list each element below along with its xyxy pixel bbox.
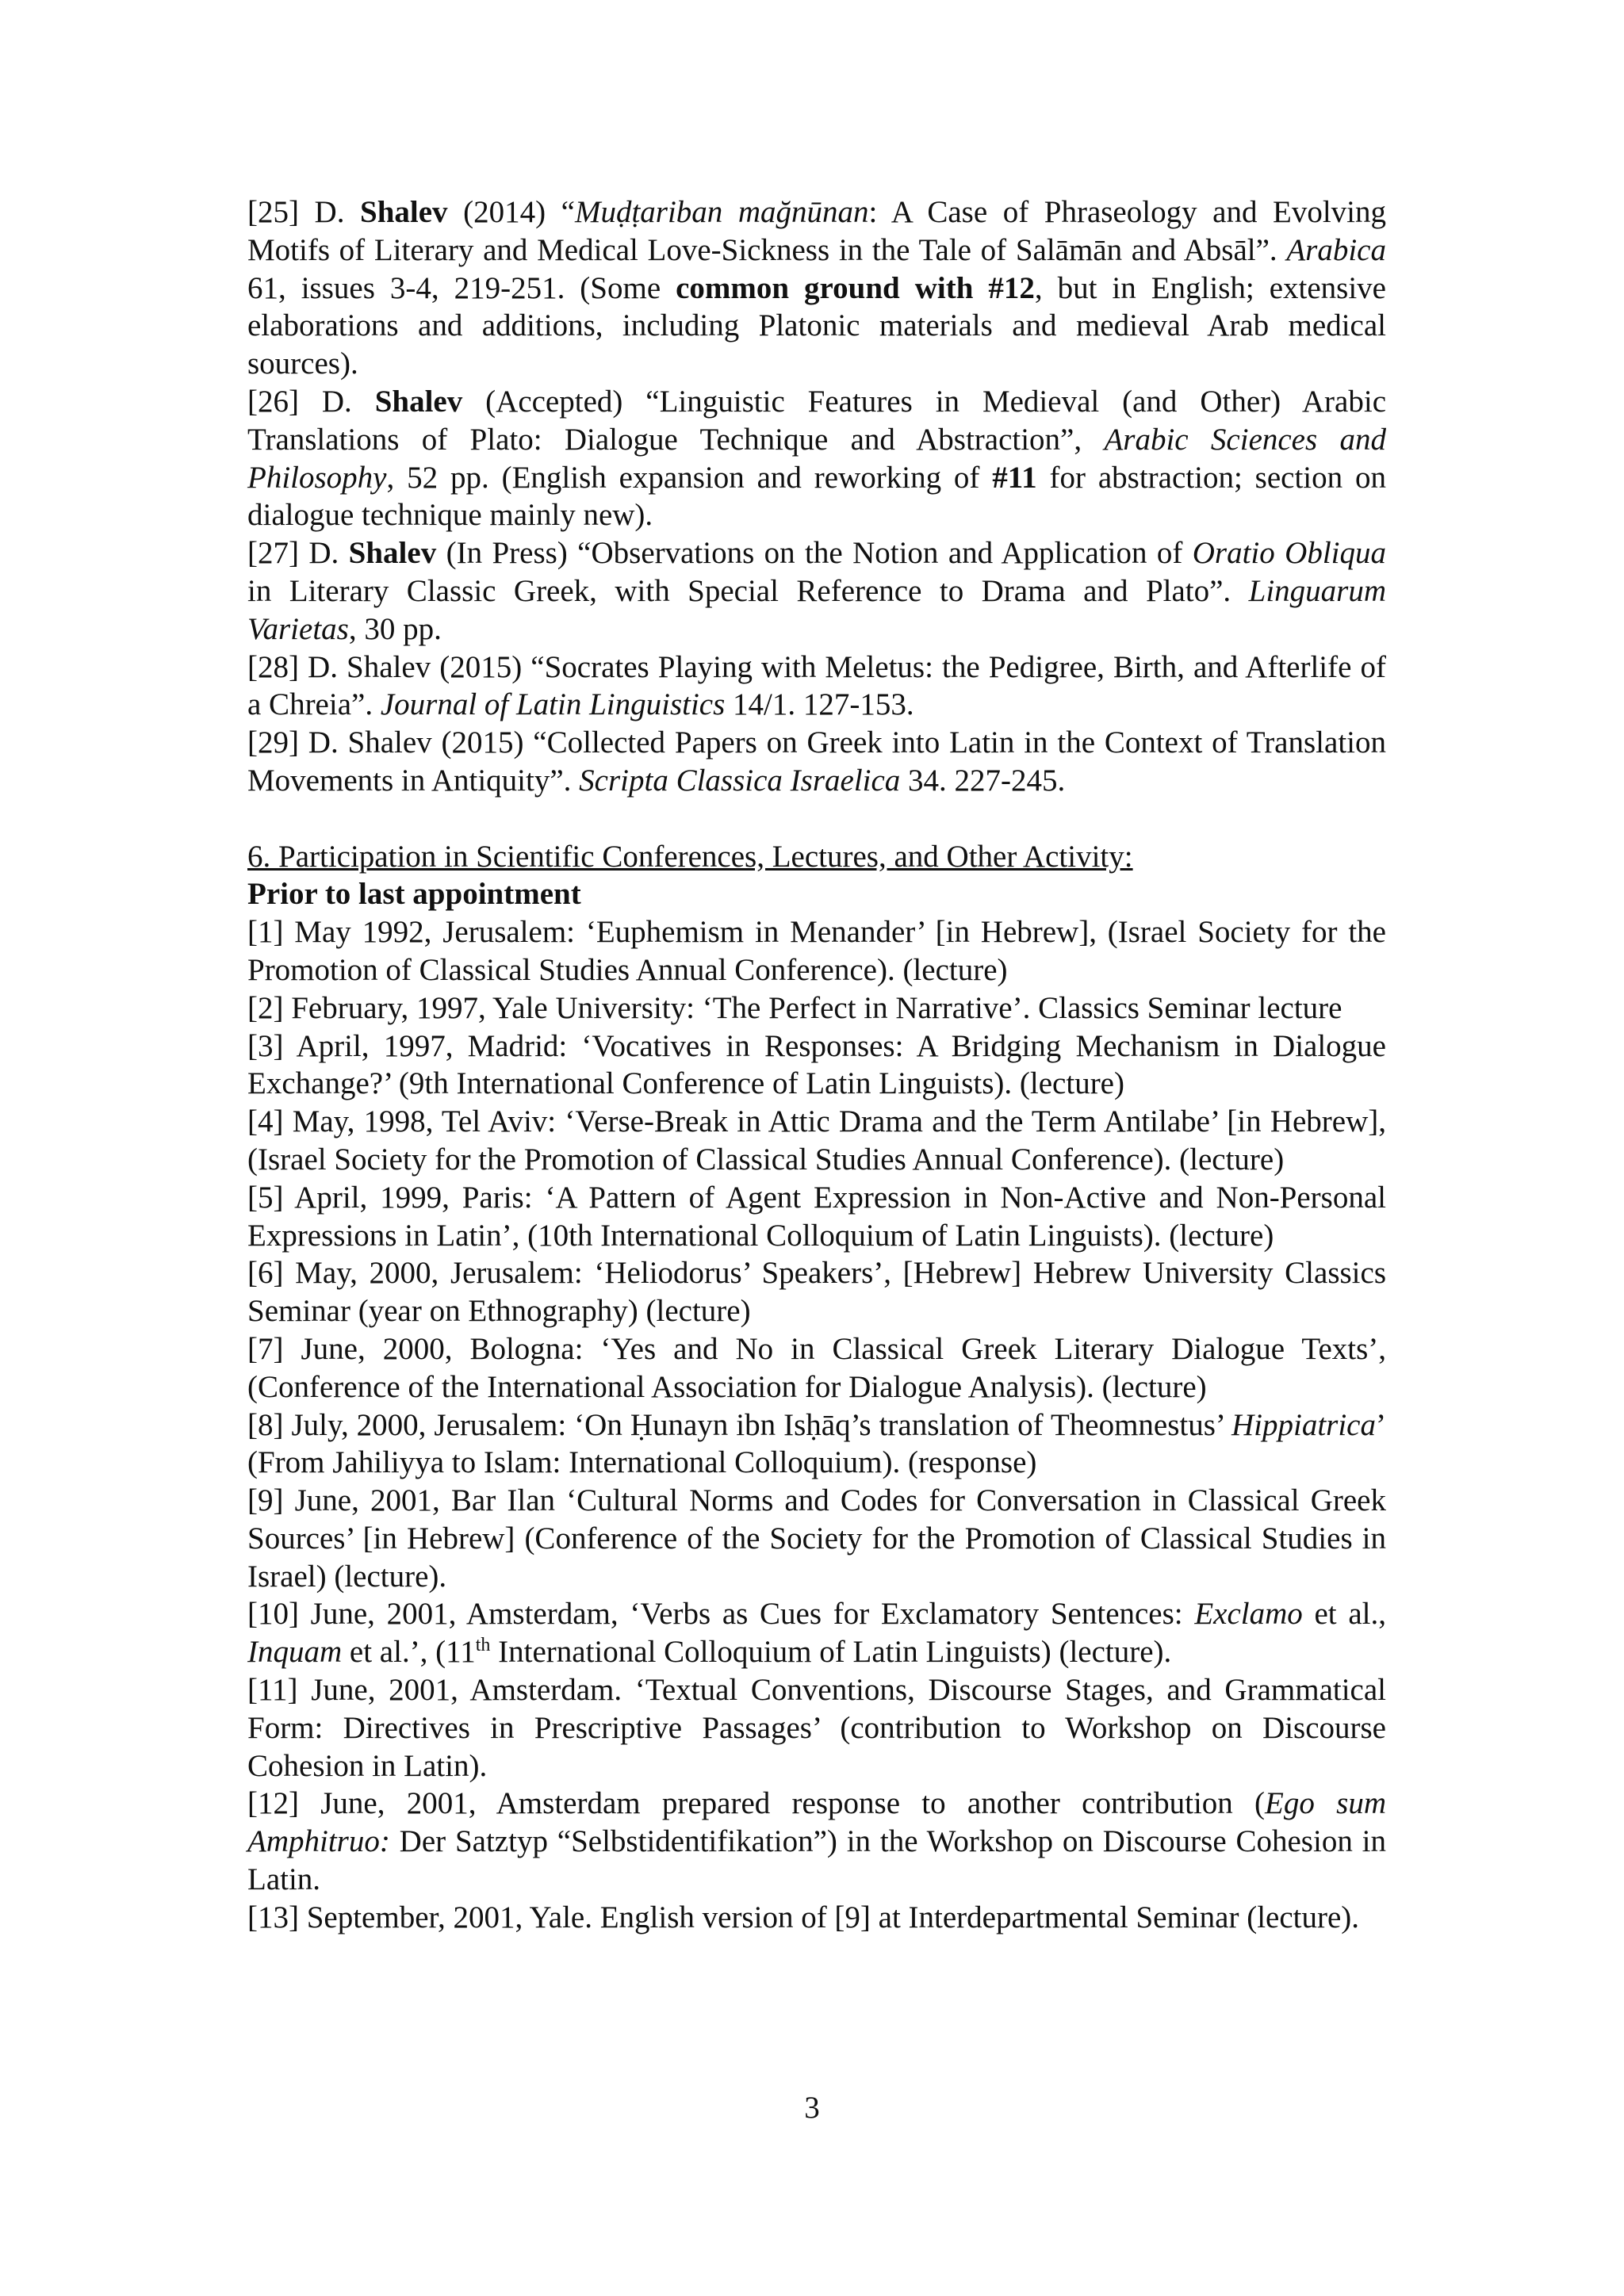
activity-act-5 [247, 1179, 1386, 1255]
activity-act-13 [247, 1899, 1386, 1937]
publication-pub-29 [247, 724, 1386, 800]
text-segment: 61, issues 3-4, 219-251. (Some [247, 270, 676, 305]
text-segment: [5] April, 1999, Paris: ‘A Pattern of Agent Expression in Non-Active and Non-Personal Expressions in Latin’, (10th International Colloquium of Latin Linguists). (lecture) [247, 1180, 1386, 1253]
text-segment: Linguarum Varietas [247, 573, 1386, 646]
subheading: Prior to last appointment [247, 877, 581, 912]
activity-act-3 [247, 1027, 1386, 1104]
text-segment: [27] D. [247, 536, 349, 571]
text-segment: for abstraction; section on dialogue technique mainly new). [247, 460, 1386, 533]
section-gap [247, 800, 1386, 838]
activity-act-11 [247, 1671, 1386, 1785]
text-segment: (Accepted) “Linguistic Features in Medieval (and Other) Arabic Translations of Plato: Dialogue Technique and Abstraction”, [247, 384, 1386, 457]
text-segment: Oratio Obliqua [1192, 536, 1386, 571]
text-segment: 14/1. 127-153. [725, 687, 914, 722]
text-segment: [2] February, 1997, Yale University: ‘The Perfect in Narrative’. Classics Seminar lecture [247, 990, 1342, 1025]
text-segment: Shalev [374, 384, 463, 419]
activity-act-12 [247, 1785, 1386, 1898]
text-segment: [28] D. Shalev (2015) “Socrates Playing with Meletus: the Pedigree, Birth, and Afterlife of a Chreia”. [247, 649, 1386, 722]
text-segment: [4] May, 1998, Tel Aviv: ‘Verse-Break in Attic Drama and the Term Antilabe’ [in Hebrew], (Israel Society for the Promotion of Classical Studies Annual Conference). (lecture) [247, 1104, 1386, 1177]
text-segment: [7] June, 2000, Bologna: ‘Yes and No in Classical Greek Literary Dialogue Texts’, (Conference of the International Association for Dialogue Analysis). (lecture) [247, 1331, 1386, 1404]
text-segment: Scripta Classica Israelica [579, 763, 901, 798]
text-segment: International Colloquium of Latin Linguists) (lecture). [490, 1635, 1172, 1670]
text-segment: Arabica [1286, 232, 1386, 267]
activity-act-2 [247, 989, 1386, 1027]
text-segment: [6] May, 2000, Jerusalem: ‘Heliodorus’ Speakers’, [Hebrew] Hebrew University Classics Seminar (year on Ethnography) (lecture) [247, 1256, 1386, 1329]
activity-act-10 [247, 1595, 1386, 1671]
text-segment: Der Satztyp “Selbstidentifikation”) in the Workshop on Discourse Cohesion in Latin. [247, 1824, 1386, 1897]
text-segment: [8] July, 2000, Jerusalem: ‘On Ḥunayn ibn Isḥāq’s translation of Theomnestus’ [247, 1407, 1231, 1442]
activity-act-8 [247, 1406, 1386, 1483]
activity-act-6 [247, 1254, 1386, 1330]
text-segment: Arabic Sciences and Philosophy [247, 422, 1386, 495]
text-segment: in Literary Classic Greek, with Special Reference to Drama and Plato”. [247, 573, 1249, 608]
text-segment: Journal of Latin Linguistics [380, 687, 726, 722]
publication-pub-26 [247, 383, 1386, 534]
text-segment: Muḍṭariban mağnūnan [574, 195, 869, 229]
document-page [247, 193, 1386, 1937]
text-segment: [12] June, 2001, Amsterdam prepared response to another contribution ( [247, 1786, 1266, 1821]
publication-list [247, 193, 1386, 800]
publication-pub-25 [247, 193, 1386, 383]
activity-act-7 [247, 1330, 1386, 1406]
publication-pub-28 [247, 649, 1386, 725]
text-segment: (2014) “ [447, 195, 575, 229]
text-segment: [10] June, 2001, Amsterdam, ‘Verbs as Cues for Exclamatory Sentences: [247, 1597, 1195, 1632]
activity-list [247, 913, 1386, 1937]
section-heading: 6. Participation in Scientific Conferences, Lectures, and Other Activity: [247, 839, 1133, 874]
text-segment: ’ (From Jahiliyya to Islam: International Colloquium). (response) [247, 1407, 1386, 1480]
text-segment: Ego sum Amphitruo: [247, 1786, 1386, 1859]
text-segment: , 30 pp. [348, 611, 442, 646]
activity-act-9 [247, 1482, 1386, 1595]
text-segment: [26] D. [247, 384, 375, 419]
text-segment: [29] D. Shalev (2015) “Collected Papers on Greek into Latin in the Context of Translation Movements in Antiquity”. [247, 725, 1386, 798]
activity-act-1 [247, 913, 1386, 989]
text-segment: Inquam [247, 1635, 343, 1670]
text-segment: Shalev [348, 536, 437, 571]
activity-act-4 [247, 1103, 1386, 1179]
text-segment: Shalev [360, 195, 448, 229]
text-segment: , but in English; extensive elaborations and additions, including Platonic materials and medieval Arab medical sources). [247, 270, 1386, 381]
text-segment: Hippiatrica [1231, 1407, 1376, 1442]
text-segment: 34. 227-245. [900, 763, 1066, 798]
text-segment: th [475, 1635, 491, 1656]
publication-pub-27 [247, 534, 1386, 648]
text-segment: : A Case of Phraseology and Evolving Motifs of Literary and Medical Love-Sickness in the Tale of Salāmān and Absāl”. [247, 195, 1387, 267]
text-segment: [1] May 1992, Jerusalem: ‘Euphemism in Menander’ [in Hebrew], (Israel Society for the Promotion of Classical Studies Annual Conference). (lecture) [247, 915, 1386, 987]
text-segment: (In Press) “Observations on the Notion and Application of [436, 536, 1193, 571]
page-number: 3 [804, 2091, 820, 2125]
text-segment: [11] June, 2001, Amsterdam. ‘Textual Conventions, Discourse Stages, and Grammatical Form: Directives in Prescriptive Passages’ (contribution to Workshop on Discourse Cohesion in Latin). [247, 1673, 1386, 1783]
text-segment: et al., [1302, 1597, 1386, 1632]
text-segment: Exclamo [1194, 1597, 1303, 1632]
text-segment: [13] September, 2001, Yale. English version of [9] at Interdepartmental Seminar (lecture). [247, 1900, 1360, 1934]
text-segment: [25] D. [247, 195, 361, 229]
text-segment: , 52 pp. (English expansion and reworking of [386, 460, 993, 495]
text-segment: #11 [992, 460, 1037, 495]
text-segment: common ground with #12 [676, 270, 1035, 305]
text-segment: [9] June, 2001, Bar Ilan ‘Cultural Norms and Codes for Conversation in Classical Greek Sources’ [in Hebrew] (Conference of the Society for the Promotion of Classical Studies in Israel) (lecture). [247, 1483, 1386, 1594]
text-segment: [3] April, 1997, Madrid: ‘Vocatives in Responses: A Bridging Mechanism in Dialogue Exchange?’ (9th International Conference of Latin Linguists). (lecture) [247, 1028, 1386, 1101]
text-segment: et al.’, (11 [342, 1635, 476, 1670]
